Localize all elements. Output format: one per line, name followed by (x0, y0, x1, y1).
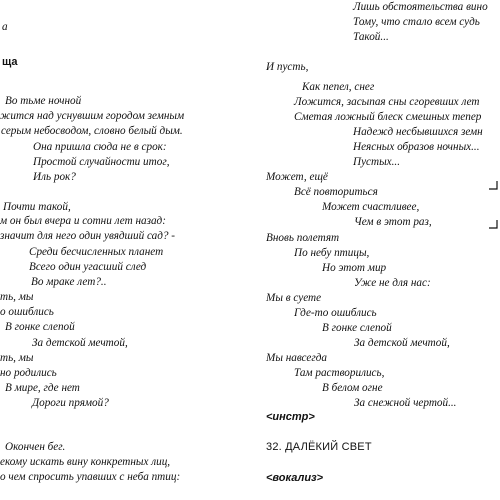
right-page (250, 0, 500, 500)
text-line: И пусть, (266, 61, 309, 73)
text-line: В мире, где нет (5, 382, 80, 394)
text-line: Во мраке лет?.. (31, 276, 107, 288)
text-line: Среди бесчисленных планет (29, 246, 164, 258)
text-line: Там растворились, (294, 367, 385, 379)
text-line: За детской мечтой, (354, 337, 450, 349)
text-line: За детской мечтой, (32, 337, 128, 349)
text-line: Мы навсегда (266, 352, 327, 364)
text-line: Надежд несбывшихся земн (353, 126, 483, 138)
text-line: Иль рок? (33, 171, 76, 183)
text-line: <вокализ> (266, 472, 324, 484)
text-line: Как пепел, снег (302, 81, 375, 93)
text-line: м он был вчера и сотни лет назад: (0, 215, 166, 227)
text-line: Чем в этот раз, (354, 216, 432, 228)
text-line: значит для него один увядший сад? - (0, 230, 176, 242)
text-line: Она пришла сюда не в срок: (33, 141, 167, 153)
text-line: жится над уснувшим городом земным (0, 110, 185, 122)
corner-mark-icon (489, 220, 499, 230)
text-line: Лишь обстоятельства вино (353, 1, 488, 13)
text-line: ща (2, 56, 18, 68)
text-line: Окончен бег. (5, 441, 66, 453)
text-line: В белом огне (322, 382, 383, 394)
text-line: ть, мы (0, 291, 34, 303)
text-line: За снежной чертой... (354, 397, 457, 409)
text-line: Всё повториться (294, 186, 378, 198)
text-line: Неясных образов ночных... (353, 141, 480, 153)
text-line: Почти такой, (3, 201, 71, 213)
text-line: Ложится, засыпая сны сгоревших лет (294, 96, 480, 108)
text-line: о чем спросить упавших с неба птиц: (0, 471, 181, 483)
text-line: Может счастливее, (322, 201, 420, 213)
corner-mark-icon (489, 181, 499, 191)
text-line: Всего один угасший след (29, 261, 147, 273)
text-line: о ошиблись (0, 306, 54, 318)
text-line: ть, мы (0, 352, 34, 364)
text-line: Где-то ошиблись (294, 307, 377, 319)
text-line: <инстр> (266, 411, 315, 423)
text-line: Но этот мир (322, 262, 387, 274)
text-line: В гонке слепой (322, 322, 392, 334)
section-heading: 32. ДАЛЁКИЙ СВЕТ (266, 441, 372, 453)
text-line: Сметая ложный блеск смешных тепер (294, 111, 482, 123)
text-line: екому искать вину конкретных лиц, (0, 456, 171, 468)
text-line: Дороги прямой? (32, 397, 109, 409)
text-line: Простой случайности итог, (33, 156, 170, 168)
text-line: Может, ещё (266, 171, 328, 183)
text-line: Мы в суете (266, 292, 322, 304)
text-line: а (2, 21, 8, 33)
text-line: Вновь полетят (266, 232, 340, 244)
text-line: В гонке слепой (5, 321, 75, 333)
text-line: По небу птицы, (294, 247, 370, 259)
text-line: серым небосводом, словно белый дым. (1, 125, 183, 137)
text-line: но родились (0, 367, 57, 379)
text-line: Во тьме ночной (5, 95, 82, 107)
text-line: Уже не для нас: (354, 277, 431, 289)
text-line: Такой... (353, 31, 389, 43)
text-line: Пустых... (353, 156, 401, 168)
text-line: Тому, что стало всем судь (353, 16, 480, 28)
